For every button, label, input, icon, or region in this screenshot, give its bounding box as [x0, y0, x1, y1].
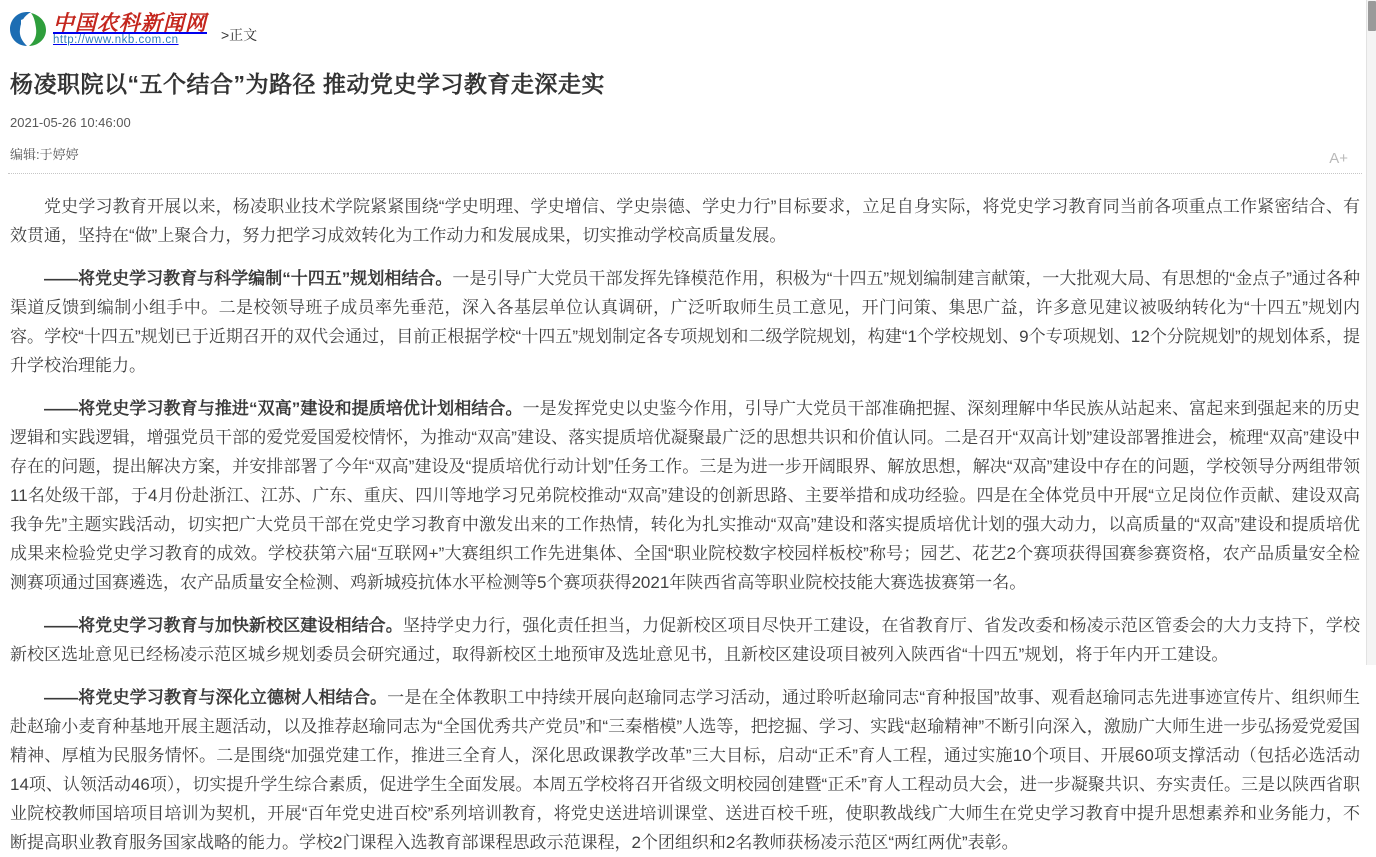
article-body: [8, 174, 1362, 857]
site-logo[interactable]: [8, 10, 207, 48]
paragraph-lead: ——将党史学习教育与推进“双高”建设和提质培优计划相结合。: [44, 399, 523, 418]
article-paragraph: 党史学习教育开展以来，杨凌职业技术学院紧紧围绕“学史明理、学史增信、学史崇德、学史力行”目标要求，立足自身实际，将党史学习教育同当前各项重点工作紧密结合、有效贯通，坚持在“做”上聚合力，努力把学习成效转化为工作动力和发展成果，切实推动学校高质量发展。: [10, 197, 1360, 245]
site-logo-text: [53, 12, 207, 46]
article-date: 2021-05-26 10:46:00: [10, 115, 131, 130]
site-logo-icon: [8, 10, 48, 48]
article-head: [8, 52, 1362, 167]
font-size-increase-button[interactable]: A+: [1329, 150, 1348, 167]
page-title: 杨凌职院以“五个结合”为路径 推动党史学习教育走深走实: [10, 71, 605, 97]
article-editor: 编辑:于婷婷: [10, 147, 79, 162]
article-paragraph: ——将党史学习教育与推进“双高”建设和提质培优计划相结合。一是发挥党史以史鉴今作用，引导广大党员干部准确把握、深刻理解中华民族从站起来、富起来到强起来的历史逻辑和实践逻辑，增强党员干部的爱党爱国爱校情怀，为推动“双高”建设、落实提质培优凝聚最广泛的思想共识和价值认同。二是召开“双高计划”建设部署推进会，梳理“双高”建设中存在的问题，提出解决方案，并安排部署了今年“双高”建设及“提质培优行动计划”任务工作。三是为进一步开阔眼界、解放思想，解决“双高”建设中存在的问题，学校领导分两组带领11名处级干部，于4月份赴浙江、江苏、广东、重庆、四川等地学习兄弟院校推动“双高”建设的创新思路、主要举措和成功经验。四是在全体党员中开展“立足岗位作贡献、建设双高我争先”主题实践活动，切实把广大党员干部在党史学习教育中激发出来的工作热情，转化为扎实推动“双高”建设和落实提质培优计划的强大动力，以高质量的“双高”建设和提质培优成果来检验党史学习教育的成效。学校获第六届“互联网+”大赛组织工作先进集体、全国“职业院校数字校园样板校”称号；园艺、花艺2个赛项获得国赛参赛资格，农产品质量安全检测赛项通过国赛遴选，农产品质量安全检测、鸡新城疫抗体水平检测等5个赛项获得2021年陕西省高等职业院校技能大赛选拔赛第一名。: [10, 399, 1360, 592]
breadcrumb[interactable]: >正文: [221, 27, 258, 43]
site-name: 中国农科新闻网: [53, 10, 207, 35]
vertical-scrollbar[interactable]: [1366, 0, 1376, 665]
article-paragraph: ——将党史学习教育与加快新校区建设相结合。坚持学史力行，强化责任担当，力促新校区项目尽快开工建设，在省教育厅、省发改委和杨凌示范区管委会的大力支持下，学校新校区选址意见已经杨凌示范区城乡规划委员会研究通过，取得新校区土地预审及选址意见书，且新校区建设项目被列入陕西省“十四五”规划，将于年内开工建设。: [10, 616, 1361, 664]
scrollbar-thumb[interactable]: [1368, 1, 1376, 31]
paragraph-lead: ——将党史学习教育与科学编制“十四五”规划相结合。: [44, 269, 453, 288]
paragraph-lead: ——将党史学习教育与加快新校区建设相结合。: [44, 616, 403, 635]
article-paragraph: ——将党史学习教育与科学编制“十四五”规划相结合。一是引导广大党员干部发挥先锋模范作用，积极为“十四五”规划编制建言献策，一大批观大局、有思想的“金点子”通过各种渠道反馈到编制小组手中。二是校领导班子成员率先垂范，深入各基层单位认真调研，广泛听取师生员工意见，开门问策、集思广益，许多意见建议被吸纳转化为“十四五”规划内容。学校“十四五”规划已于近期召开的双代会通过，目前正根据学校“十四五”规划制定各专项规划和二级学院规划，构建“1个学校规划、9个专项规划、12个分院规划”的规划体系，提升学校治理能力。: [10, 269, 1360, 375]
article-paragraph: ——将党史学习教育与深化立德树人相结合。一是在全体教职工中持续开展向赵瑜同志学习活动，通过聆听赵瑜同志“育种报国”故事、观看赵瑜同志先进事迹宣传片、组织师生赴赵瑜小麦育种基地开展主题活动，以及推荐赵瑜同志为“全国优秀共产党员”和“三秦楷模”人选等，把挖掘、学习、实践“赵瑜精神”不断引向深入，激励广大师生进一步弘扬爱党爱国精神、厚植为民服务情怀。二是围绕“加强党建工作，推进三全育人，深化思政课教学改革”三大目标，启动“正禾”育人工程，通过实施10个项目、开展60项支撑活动（包括必选活动14项、认领活动46项），切实提升学生综合素质，促进学生全面发展。本周五学校将召开省级文明校园创建暨“正禾”育人工程动员大会，进一步凝聚共识、夯实责任。三是以陕西省职业院校教师国培项目培训为契机，开展“百年党史进百校”系列培训教育，将党史送进培训课堂、送进百校千班，使职教战线广大师生在党史学习教育中提升思想素养和业务能力，不断提高职业教育服务国家战略的能力。学校2门课程入选教育部课程思政示范课程，2个团组织和2名教师获杨凌示范区“两红两优”表彰。: [10, 688, 1360, 852]
site-header: [8, 8, 1362, 52]
site-url: http://www.nkb.com.cn: [53, 33, 179, 46]
paragraph-lead: ——将党史学习教育与深化立德树人相结合。: [44, 688, 388, 707]
